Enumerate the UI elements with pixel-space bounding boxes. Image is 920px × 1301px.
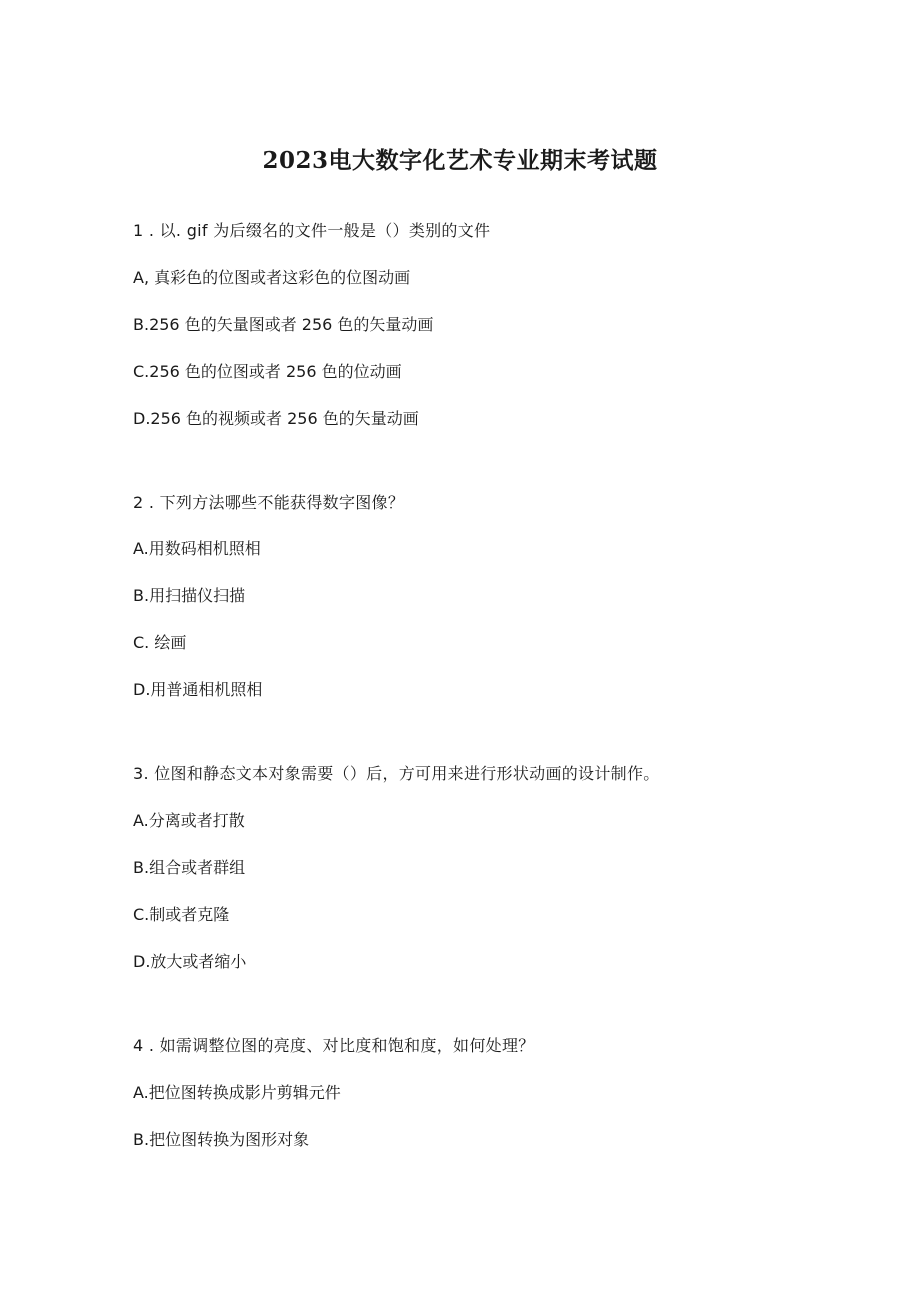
question-3-option-b: B.组合或者群组 [133,858,246,877]
question-1-option-d: D.256 色的视频或者 256 色的矢量动画 [133,409,419,428]
question-4-option-b: B.把位图转换为图形对象 [133,1130,310,1149]
question-1-option-a: A, 真彩色的位图或者这彩色的位图动画 [133,268,411,287]
question-1-option-c: C.256 色的位图或者 256 色的位动画 [133,362,402,381]
question-2-option-c: C. 绘画 [133,633,187,652]
question-3-option-c: C.制或者克隆 [133,905,230,924]
question-3-option-a: A.分离或者打散 [133,811,245,830]
question-3-stem: 3. 位图和静态文本对象需要（）后，方可用来进行形状动画的设计制作。 [133,764,660,783]
question-1-option-b: B.256 色的矢量图或者 256 色的矢量动画 [133,315,434,334]
question-2-stem: 2 . 下列方法哪些不能获得数字图像？ [133,493,405,512]
question-2-option-b: B.用扫描仪扫描 [133,586,246,605]
document-title: 2023电大数字化艺术专业期末考试题 [262,147,658,174]
question-2-option-a: A.用数码相机照相 [133,539,261,558]
question-3-option-d: D.放大或者缩小 [133,952,247,971]
question-4-option-a: A.把位图转换成影片剪辑元件 [133,1083,341,1102]
question-4-stem: 4 . 如需调整位图的亮度、对比度和饱和度，如何处理？ [133,1036,535,1055]
question-1-stem: 1 . 以. gif 为后缀名的文件一般是（）类别的文件 [133,221,491,240]
question-2-option-d: D.用普通相机照相 [133,680,263,699]
